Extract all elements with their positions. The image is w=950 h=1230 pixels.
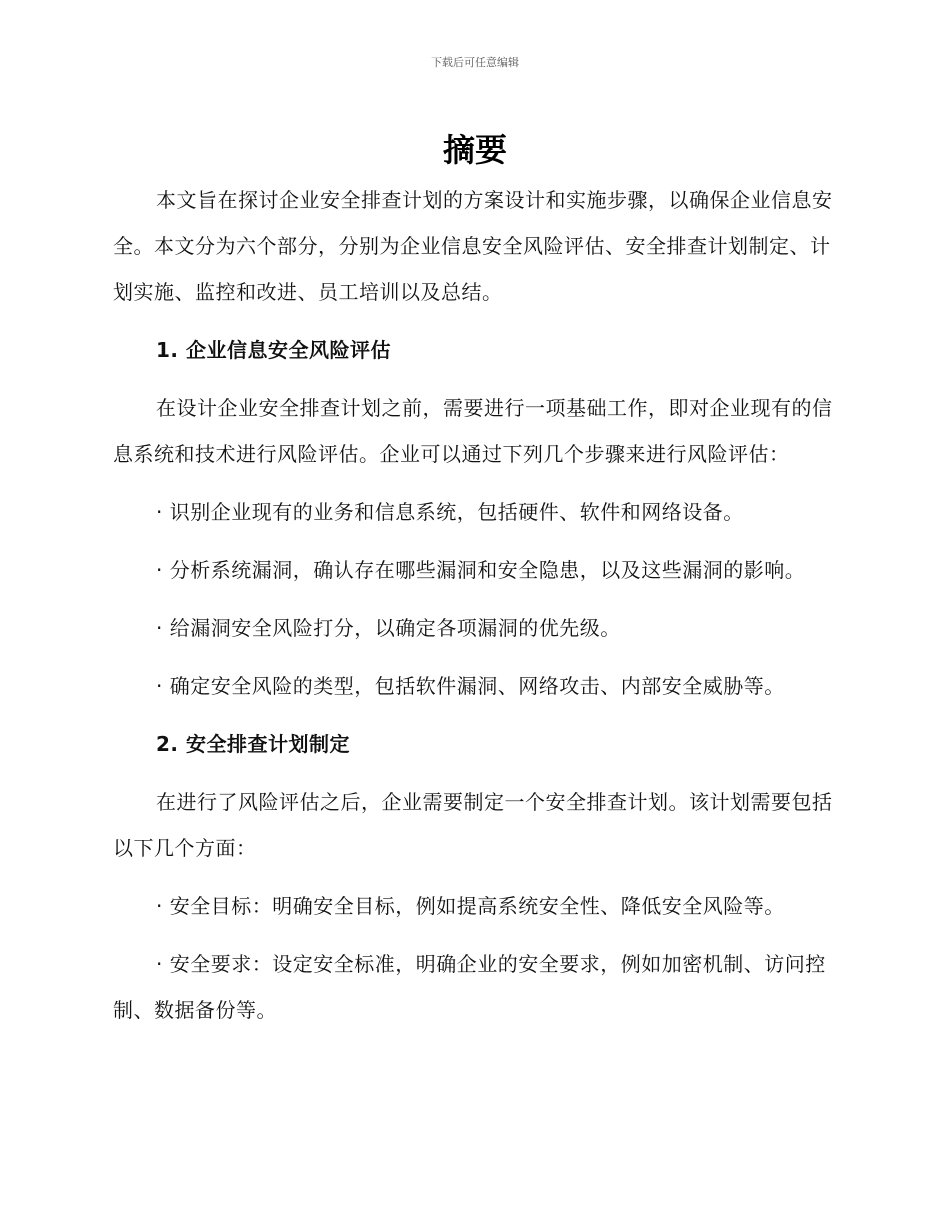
bullet-item: · 安全目标：明确安全目标，例如提高系统安全性、降低安全风险等。	[156, 894, 785, 918]
intro-paragraph: 本文旨在探讨企业安全排查计划的方案设计和实施步骤，以确保企业信息安全。本文分为六个部分，分别为企业信息安全风险评估、安全排查计划制定、计划实施、监控和改进、员工培训以及总结。	[113, 188, 833, 304]
bullet-item: · 安全要求：设定安全标准，明确企业的安全要求，例如加密机制、访问控制、数据备份等。	[113, 952, 826, 1022]
bullet-item: · 分析系统漏洞，确认存在哪些漏洞和安全隐患，以及这些漏洞的影响。	[156, 558, 806, 582]
section-heading-plan: 2. 安全排查计划制定	[156, 732, 350, 756]
plan-paragraph: 在进行了风险评估之后，企业需要制定一个安全排查计划。该计划需要包括以下几个方面：	[113, 790, 833, 860]
bullet-item: · 识别企业现有的业务和信息系统，包括硬件、软件和网络设备。	[156, 500, 744, 524]
header-note: 下载后可任意编辑	[431, 56, 519, 69]
page-title: 摘要	[442, 131, 507, 169]
section-heading-risk-assessment: 1. 企业信息安全风险评估	[156, 338, 391, 362]
document-body	[113, 177, 835, 1045]
bullet-item: · 给漏洞安全风险打分，以确定各项漏洞的优先级。	[156, 616, 621, 640]
bullet-item: · 确定安全风险的类型，包括软件漏洞、网络攻击、内部安全威胁等。	[156, 674, 785, 698]
risk-assessment-paragraph: 在设计企业安全排查计划之前，需要进行一项基础工作，即对企业现有的信息系统和技术进行风险评估。企业可以通过下列几个步骤来进行风险评估：	[113, 396, 833, 466]
